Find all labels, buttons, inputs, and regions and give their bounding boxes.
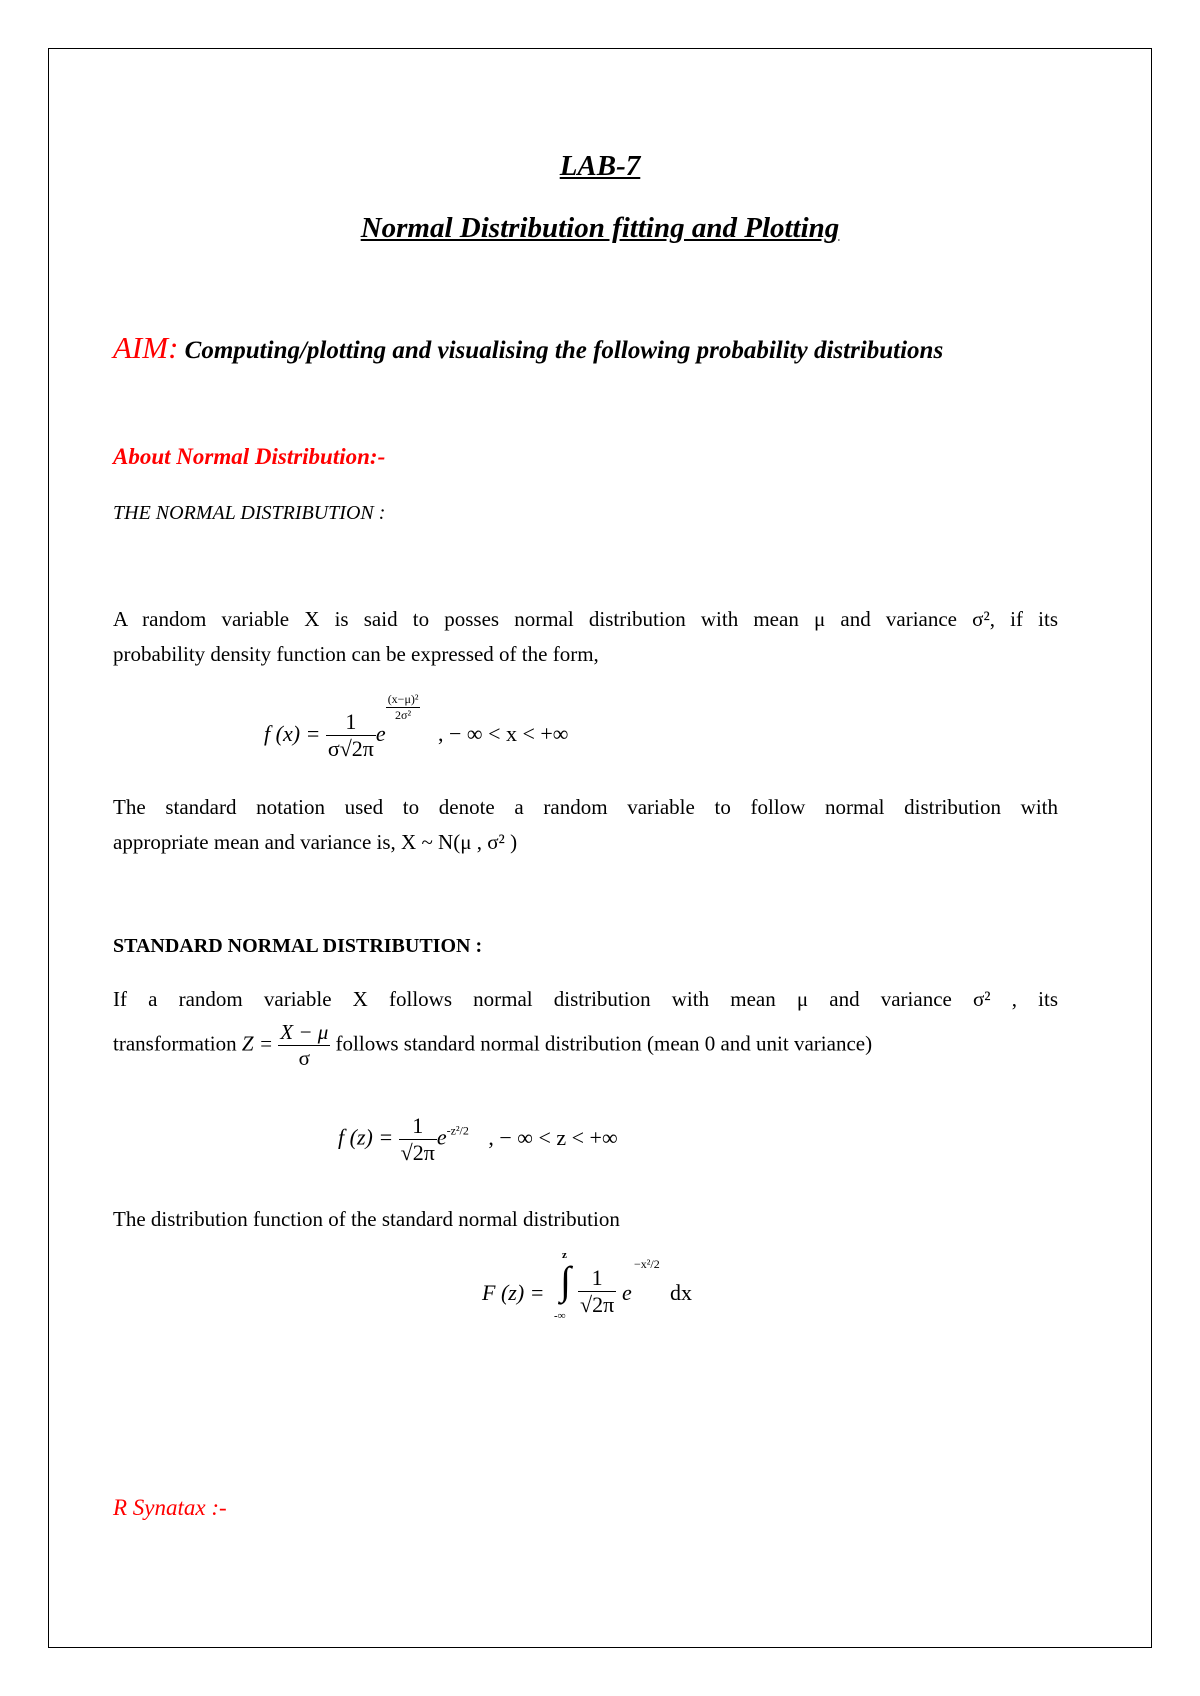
page-subtitle: Normal Distribution fitting and Plotting <box>360 212 840 244</box>
cdf-den: √2π <box>580 1292 615 1317</box>
transform-num: X − μ <box>280 1020 329 1044</box>
normal-heading: THE NORMAL DISTRIBUTION : <box>113 502 386 524</box>
standard-pdf-range: , − ∞ < z < +∞ <box>488 1124 618 1150</box>
normal-notation-line-2: appropriate mean and variance is, X ~ N(μ , σ² ) <box>113 830 518 854</box>
standard-pdf-formula <box>338 1113 618 1166</box>
standard-pdf-den: √2π <box>400 1140 435 1165</box>
standard-line-1-text: If a random variable X follows normal distribution with mean μ and variance σ² , its <box>113 987 1058 1011</box>
standard-heading: STANDARD NORMAL DISTRIBUTION : <box>113 935 483 957</box>
normal-notation <box>113 790 1058 860</box>
cdf-lhs: F (z) = <box>482 1280 545 1305</box>
standard-line-1 <box>113 982 1058 1017</box>
cdf-dx: dx <box>670 1280 692 1305</box>
normal-notation-line-1: The standard notation used to denote a random variable to follow normal distribution with <box>113 795 1058 819</box>
standard-pdf-lhs: f (z) = <box>338 1124 394 1150</box>
standard-pdf-num: 1 <box>412 1113 424 1138</box>
normal-def-line-2: probability density function can be expressed of the form, <box>113 642 599 666</box>
standard-pdf-exp: -z²/2 <box>446 1123 469 1138</box>
normal-pdf-exp-den: 2σ² <box>386 707 421 723</box>
cdf-base: e <box>622 1280 632 1305</box>
r-syntax-heading: R Synatax :- <box>113 1495 227 1520</box>
normal-pdf-num: 1 <box>345 709 357 735</box>
lab-title: LAB-7 <box>559 150 641 182</box>
cdf-lower-limit: -∞ <box>554 1310 566 1322</box>
standard-pdf-base: e <box>436 1124 447 1150</box>
standard-transform-line <box>113 1020 872 1071</box>
normal-pdf-exp-num: (x−μ)² <box>387 692 419 706</box>
transform-den: σ <box>278 1045 330 1071</box>
about-heading: About Normal Distribution:- <box>113 444 386 469</box>
normal-pdf-range: , − ∞ < x < +∞ <box>437 721 569 746</box>
cdf-fraction <box>578 1265 616 1318</box>
normal-pdf-base: e <box>375 721 386 746</box>
transform-lhs: Z = <box>241 1031 273 1056</box>
cdf-intro: The distribution function of the standard normal distribution <box>113 1207 620 1231</box>
cdf-exp: −x²/2 <box>634 1257 660 1271</box>
transform-fraction <box>278 1020 330 1071</box>
normal-pdf-fraction <box>326 709 376 762</box>
transform-prefix: transformation <box>113 1031 237 1056</box>
cdf-num: 1 <box>591 1265 603 1290</box>
cdf-upper-limit: z <box>562 1249 567 1261</box>
normal-pdf-den: σ√2π <box>327 736 374 762</box>
normal-def-line-1: A random variable X is said to posses normal distribution with mean μ and variance σ², if its <box>113 607 1058 631</box>
aim-text: Computing/plotting and visualising the following probability distributions <box>184 337 944 364</box>
normal-pdf-formula <box>264 692 568 762</box>
aim-label: AIM: <box>113 330 179 365</box>
standard-pdf-fraction <box>399 1113 437 1166</box>
aim-line <box>113 330 943 366</box>
normal-definition <box>113 602 1058 672</box>
normal-pdf-lhs: f (x) = <box>264 721 321 746</box>
normal-pdf-exponent <box>386 692 421 723</box>
transform-suffix: follows standard normal distribution (mean 0 and unit variance) <box>335 1031 873 1056</box>
integral-sign: ∫ <box>560 1258 571 1303</box>
